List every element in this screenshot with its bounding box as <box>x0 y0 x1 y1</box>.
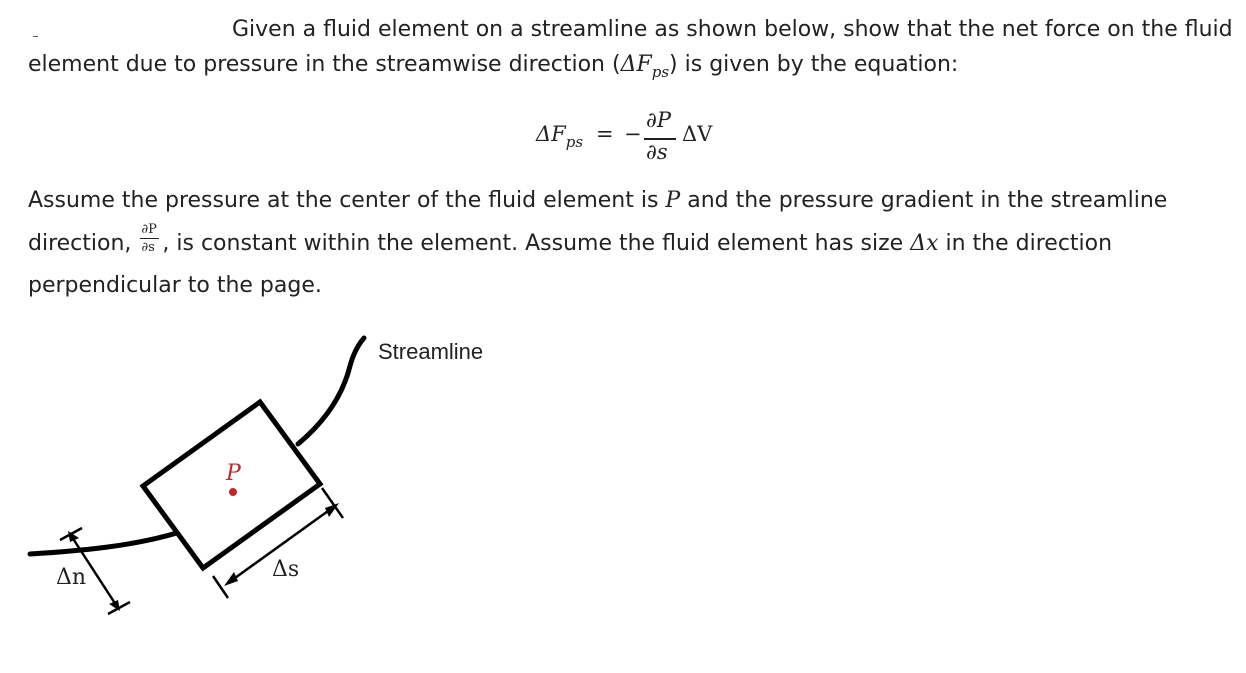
ds-extension-bottom <box>213 576 228 598</box>
pressure-variable: P <box>665 188 681 213</box>
ds-arrowhead-bottom <box>224 572 238 586</box>
equation-lhs: $\Delta F_{ps}$ <box>536 122 584 151</box>
equation-volume: ΔV <box>682 122 713 146</box>
inline-fraction-denominator: ∂s <box>141 240 155 255</box>
streamline-lower <box>30 532 180 554</box>
inline-fraction-numerator: ∂P <box>141 222 157 237</box>
problem-line-2-text: element due to pressure in the streamwise direction ( <box>28 52 621 77</box>
streamline-label: Streamline <box>378 339 484 364</box>
dn-label: Δn <box>56 565 87 590</box>
force-symbol: ΔF <box>620 52 652 77</box>
equation-numerator: ∂P <box>646 108 671 132</box>
center-label: P <box>226 461 241 486</box>
ds-label: Δs <box>272 557 300 582</box>
depth-variable: Δx <box>910 231 939 256</box>
assumption-line-2-mid: , is constant within the element. Assume the fluid element has size <box>162 231 911 256</box>
force-subscript: ps <box>651 63 670 81</box>
assumption-line-2-text: direction, <box>28 231 139 256</box>
streamline-upper <box>298 338 364 444</box>
problem-line-2-end: ) is given by the equation: <box>669 52 959 77</box>
equation-minus: − <box>624 122 642 146</box>
problem-line-1: Given a fluid element on a streamline as shown below, show that the net force on the fluid <box>232 17 1233 42</box>
center-point <box>229 488 237 496</box>
assumption-line-2-end: in the direction <box>938 231 1113 256</box>
equation-denominator: ∂s <box>646 140 668 164</box>
assumption-line-3: perpendicular to the page. <box>28 273 322 298</box>
assumption-line-1-text: Assume the pressure at the center of the fluid element is <box>28 188 666 213</box>
equation-equals: = <box>596 122 614 146</box>
assumption-line-1-end: and the pressure gradient in the streamline <box>680 188 1168 213</box>
